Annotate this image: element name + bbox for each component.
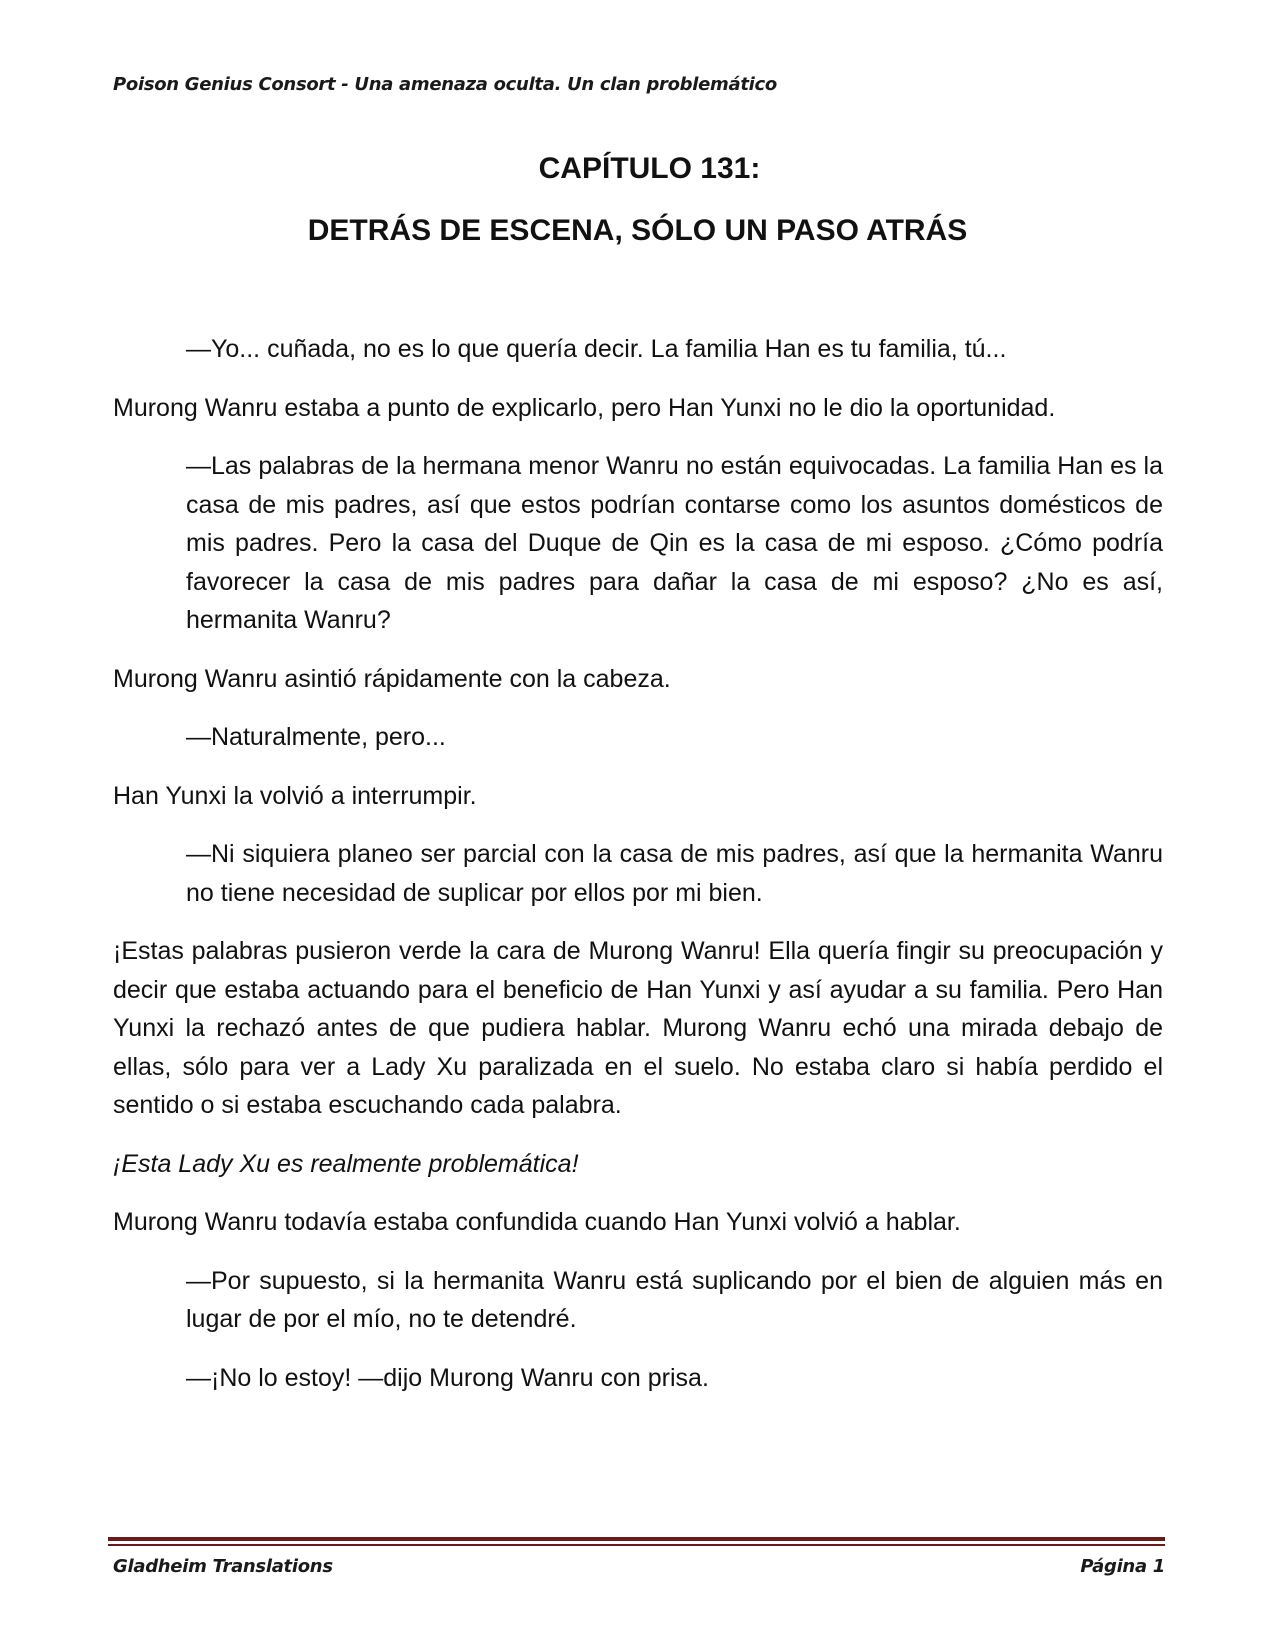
chapter-title: DETRÁS DE ESCENA, SÓLO UN PASO ATRÁS — [307, 214, 968, 247]
chapter-body — [113, 330, 1163, 1417]
footer-publisher: Gladheim Translations — [113, 1556, 333, 1577]
paragraph-narration: ¡Estas palabras pusieron verde la cara de Murong Wanru! Ella quería fingir su preocupación y decir que estaba actuando para el beneficio de Han Yunxi y así ayudar a su familia. Pero Han Yunxi la rechazó antes de que pudiera hablar. Murong Wanru echó una mirada debajo de ellas, sólo para ver a Lady Xu paralizada en el suelo. No estaba claro si había perdido el sentido o si estaba escuchando cada palabra. — [113, 937, 1163, 1119]
paragraph-narration: Murong Wanru estaba a punto de explicarlo, pero Han Yunxi no le dio la oportunidad. — [113, 393, 1056, 422]
paragraph-dialogue: —Ni siquiera planeo ser parcial con la casa de mis padres, así que la hermanita Wanru no tiene necesidad de suplicar por ellos por mi bien. — [186, 840, 1163, 907]
footer-rule-thick — [108, 1537, 1165, 1541]
paragraph-dialogue: —Naturalmente, pero... — [186, 723, 446, 751]
paragraph-narration: Murong Wanru todavía estaba confundida cuando Han Yunxi volvió a hablar. — [113, 1208, 961, 1236]
paragraph-dialogue: —¡No lo estoy! —dijo Murong Wanru con prisa. — [186, 1363, 709, 1392]
paragraph-dialogue: —Las palabras de la hermana menor Wanru no están equivocadas. La familia Han es la casa de mis padres, así que estos podrían contarse como los asuntos domésticos de mis padres. Pero la casa del Duque de Qin es la casa de mi esposo. ¿Cómo podría favorecer la casa de mis padres para dañar la casa de mi esposo? ¿No es así, hermanita Wanru? — [186, 452, 1163, 634]
paragraph-dialogue: —Yo... cuñada, no es lo que quería decir. La familia Han es tu familia, tú... — [186, 335, 1007, 363]
footer-rule-thin — [108, 1544, 1165, 1546]
footer-page-number: Página 1 — [1080, 1556, 1165, 1577]
running-header: Poison Genius Consort - Una amenaza oculta. Un clan problemático — [113, 74, 777, 95]
chapter-number: CAPÍTULO 131: — [538, 152, 761, 185]
paragraph-thought: ¡Esta Lady Xu es realmente problemática! — [113, 1149, 579, 1178]
paragraph-dialogue: —Por supuesto, si la hermanita Wanru está suplicando por el bien de alguien más en lugar de por el mío, no te detendré. — [186, 1266, 1163, 1333]
paragraph-narration: Han Yunxi la volvió a interrumpir. — [113, 781, 477, 810]
paragraph-narration: Murong Wanru asintió rápidamente con la cabeza. — [113, 664, 671, 693]
